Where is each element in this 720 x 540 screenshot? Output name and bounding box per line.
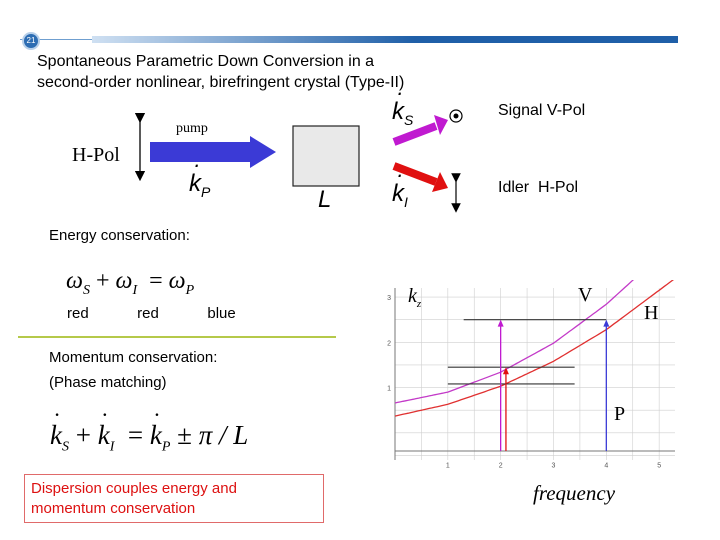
- chart-ylabel: $k_z$: [408, 285, 422, 310]
- pump-label: pump: [176, 121, 208, 136]
- x-tick-label: 5: [657, 462, 662, 470]
- signal-label: Signal V-Pol: [498, 102, 586, 119]
- crystal: [293, 126, 359, 186]
- ks-label: · $k_S$: [392, 98, 413, 128]
- setup-diagram: [0, 0, 720, 230]
- momentum-equation: · $k_S$ + · $k_I$ = · $k_P \pm \pi / L$: [50, 420, 248, 455]
- x-tick-label: 2: [498, 462, 503, 470]
- section-divider: [18, 336, 336, 338]
- energy-heading: Energy conservation:: [49, 227, 190, 244]
- crystal-length-label: L: [318, 186, 332, 213]
- energy-equation: $\omega_S + \omega_I = \omega_P$: [66, 268, 195, 298]
- y-tick-label: 1: [387, 385, 391, 393]
- series-label-v: V: [578, 284, 593, 306]
- series-label-h: H: [644, 302, 659, 324]
- y-tick-label: 3: [387, 295, 391, 303]
- slide-title: Spontaneous Parametric Down Conversion in a second-order nonlinear, birefringent crystal (Type-II): [37, 53, 405, 91]
- hpol-label: H-Pol: [72, 144, 120, 166]
- pump-point-label: P: [614, 403, 626, 425]
- ki-label: · $k_I$: [392, 180, 408, 210]
- x-tick-label: 4: [604, 462, 609, 470]
- y-tick-label: 2: [387, 340, 391, 348]
- kp-label: · $k_P$: [189, 170, 210, 200]
- v-polarization-symbol: [450, 110, 462, 122]
- x-tick-label: 3: [551, 462, 556, 470]
- energy-color-caption: red red blue: [67, 305, 236, 322]
- x-tick-label: 1: [445, 462, 450, 470]
- chart-xlabel: frequency: [533, 481, 616, 505]
- dispersion-chart: [380, 280, 685, 480]
- idler-label: Idler H-Pol: [498, 179, 579, 196]
- dispersion-note: Dispersion couples energy and momentum conservation: [24, 474, 324, 523]
- momentum-heading: Momentum conservation: (Phase matching): [49, 349, 218, 391]
- pump-arrow: [150, 136, 276, 168]
- slide-number-badge: 21: [22, 32, 40, 50]
